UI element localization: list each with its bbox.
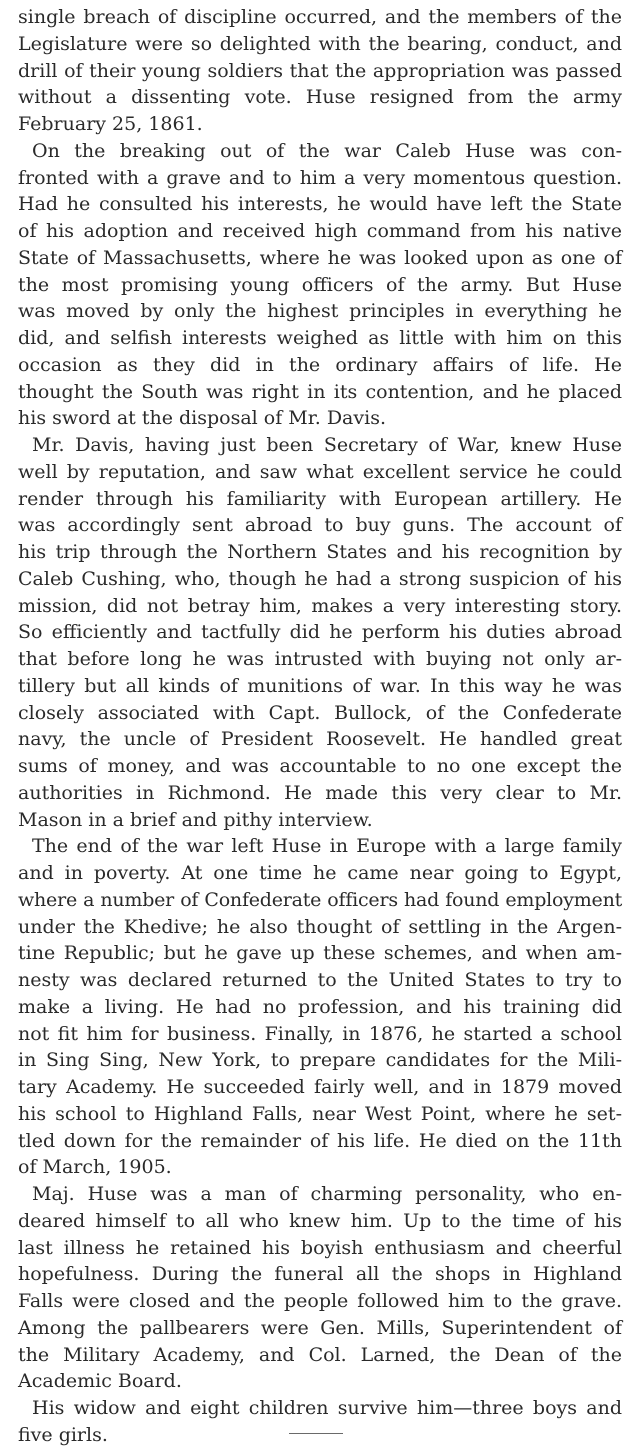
text-line: Among the pallbearers were Gen. Mills, Superintendent of [18,1316,622,1339]
text-line: his trip through the Northern States and his recognition by [18,541,622,563]
text-line: single breach of discipline occurred, and the members of the [18,6,622,28]
text-line: of his adoption and received high command from his native [18,220,622,242]
paragraph-first-line: The end of the war left Huse in Europe with a large family [32,835,622,858]
text-line: Legislature were so delighted with the bearing, conduct, and [18,32,622,55]
text-line: tillery but all kinds of munitions of war. In this way he was [18,674,622,697]
text-line: last illness he retained his boyish enthusiasm and cheerful [18,1236,622,1259]
text-line: in Sing Sing, New York, to prepare candidates for the Mili- [18,1049,622,1072]
text-line: thought the South was right in its contention, and he placed [18,380,622,403]
text-line: of March, 1905. [18,1156,172,1179]
text-line: the Military Academy, and Col. Larned, the Dean of the [18,1343,622,1366]
text-line: Academic Board. [18,1370,182,1393]
text-line: well by reputation, and saw what excellent service he could [18,460,622,483]
text-line: tine Republic; but he gave up these schemes, and when am- [18,942,622,965]
text-line: mission, did not betray him, makes a very interesting story. [18,594,622,617]
text-line: his sword at the disposal of Mr. Davis. [18,407,386,430]
text-line: State of Massachusetts, where he was looked upon as one of [18,246,622,269]
text-line: closely associated with Capt. Bullock, of the Confederate [18,701,622,724]
text-line: drill of their young soldiers that the appropriation was passed [18,59,622,82]
text-line: his school to Highland Falls, near West Point, where he set- [18,1102,622,1125]
text-line: tary Academy. He succeeded fairly well, and in 1879 moved [18,1076,622,1098]
text-line: deared himself to all who knew him. Up to the time of his [18,1209,622,1232]
text-line: and in poverty. At one time he came near going to Egypt, [18,862,622,884]
section-divider [289,1433,343,1434]
text-line: make a living. He had no profession, and his training did [18,995,622,1018]
text-line: tled down for the remainder of his life. He died on the 11th [18,1129,622,1152]
text-line: did, and selfish interests weighed as little with him on this [18,327,622,349]
paragraph-first-line: On the breaking out of the war Caleb Huse was con- [32,139,622,162]
text-line: where a number of Confederate officers had found employment [18,888,622,911]
paragraph-first-line: His widow and eight children survive him—three boys and [32,1397,622,1419]
text-line: February 25, 1861. [18,113,203,135]
text-line: that before long he was intrusted with buying not only ar- [18,648,622,670]
paragraph-first-line: Maj. Huse was a man of charming personality, who en- [32,1183,622,1205]
text-line: Had he consulted his interests, he would have left the State [18,193,622,216]
text-line: navy, the uncle of President Roosevelt. He handled great [18,728,622,751]
article-body [18,4,622,1449]
text-line: So efficiently and tactfully did he perform his duties abroad [18,621,622,644]
text-line: sums of money, and was accountable to no one except the [18,755,622,777]
text-line: under the Khedive; he also thought of settling in the Argen- [18,915,622,938]
text-line: Mason in a brief and pithy interview. [18,808,373,831]
text-line: five girls. [18,1423,108,1446]
text-line: the most promising young officers of the army. But Huse [18,273,622,296]
text-line: render through his familiarity with European artillery. He [18,487,622,510]
text-line: was accordingly sent abroad to buy guns. The account of [18,514,622,537]
text-line: was moved by only the highest principles in everything he [18,300,622,323]
text-line: Caleb Cushing, who, though he had a strong suspicion of his [18,567,622,590]
text-line: fronted with a grave and to him a very momentous question. [18,166,622,189]
text-line: occasion as they did in the ordinary affairs of life. He [18,353,622,376]
text-line: nesty was declared returned to the United States to try to [18,969,622,991]
text-line: authorities in Richmond. He made this very clear to Mr. [18,781,622,804]
text-line: without a dissenting vote. Huse resigned from the army [18,86,622,109]
paragraph-first-line: Mr. Davis, having just been Secretary of War, knew Huse [32,434,622,456]
text-line: not fit him for business. Finally, in 1876, he started a school [18,1022,622,1045]
text-line: hopefulness. During the funeral all the shops in Highland [18,1263,622,1286]
text-line: Falls were closed and the people followed him to the grave. [18,1290,622,1312]
